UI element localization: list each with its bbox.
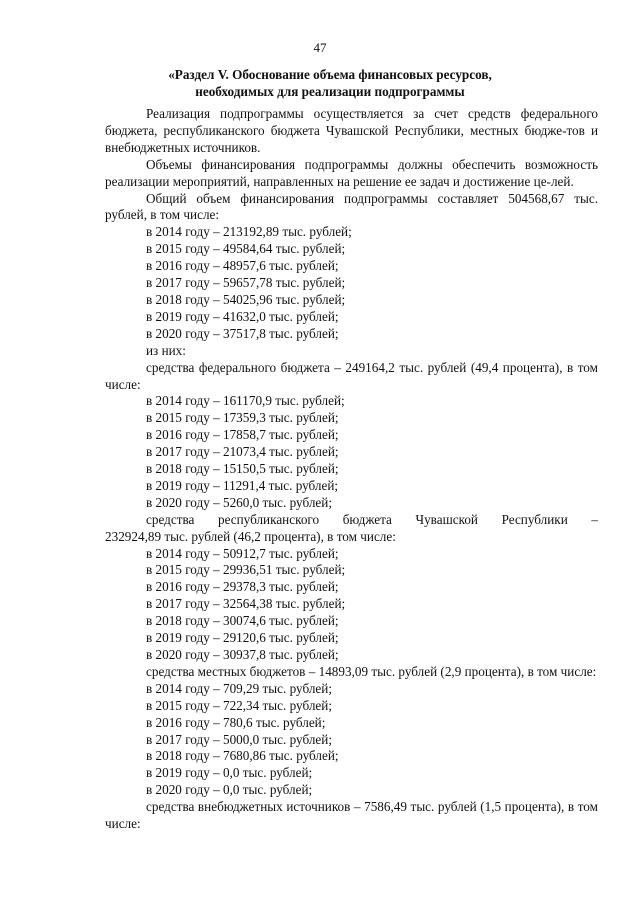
republican-year-2014: в 2014 году – 50912,7 тыс. рублей; <box>146 545 339 561</box>
total-year-2018: в 2018 году – 54025,96 тыс. рублей; <box>146 291 346 307</box>
total-year-2015: в 2015 году – 49584,64 тыс. рублей; <box>146 241 346 257</box>
federal-budget-heading: средства федерального бюджета – 249164,2 тыс. рублей (49,4 процента), в том числе: <box>105 359 598 392</box>
intro-paragraph-1: Реализация подпрограммы осуществляется за счет средств федерального бюджета, республиканского бюджета Чувашской Республики, местных бюдже-тов и внебюджетных источников. <box>105 106 598 155</box>
of-them-label: из них: <box>146 342 186 358</box>
republican-year-2015: в 2015 году – 29936,51 тыс. рублей; <box>146 562 346 578</box>
local-year-2016: в 2016 году – 780,6 тыс. рублей; <box>146 714 326 730</box>
intro-paragraph-2: Объемы финансирования подпрограммы должны обеспечить возможность реализации мероприятий, направленных на решение ее задач и достижение це-лей. <box>105 156 598 189</box>
section-title-line-2: необходимых для реализации подпрограммы <box>195 84 465 99</box>
total-year-2014: в 2014 году – 213192,89 тыс. рублей; <box>146 224 352 240</box>
local-year-2018: в 2018 году – 7680,86 тыс. рублей; <box>146 748 339 764</box>
section-title <box>100 66 560 100</box>
republican-budget-heading-line-2: 232924,89 тыс. рублей (46,2 процента), в том числе: <box>105 528 396 544</box>
local-year-2020: в 2020 году – 0,0 тыс. рублей; <box>146 782 313 798</box>
republican-heading-word: бюджета <box>342 511 392 527</box>
local-budget-heading: средства местных бюджетов – 14893,09 тыс. рублей (2,9 процента), в том числе: <box>146 663 597 679</box>
republican-year-2020: в 2020 году – 30937,8 тыс. рублей; <box>146 647 339 662</box>
federal-year-2020: в 2020 году – 5260,0 тыс. рублей; <box>146 494 332 510</box>
federal-year-2018: в 2018 году – 15150,5 тыс. рублей; <box>146 461 339 477</box>
total-funding-paragraph: Общий объем финансирования подпрограммы составляет 504568,67 тыс. рублей, в том числе: <box>105 190 598 223</box>
local-year-2019: в 2019 году – 0,0 тыс. рублей; <box>146 765 313 781</box>
federal-year-2014: в 2014 году – 161170,9 тыс. рублей; <box>146 393 345 409</box>
republican-year-2016: в 2016 году – 29378,3 тыс. рублей; <box>146 579 339 595</box>
total-year-2019: в 2019 году – 41632,0 тыс. рублей; <box>146 308 339 324</box>
federal-year-2016: в 2016 году – 17858,7 тыс. рублей; <box>146 427 339 443</box>
extrabudgetary-heading: средства внебюджетных источников – 7586,49 тыс. рублей (1,5 процента), в том числе: <box>105 799 598 832</box>
local-year-2014: в 2014 году – 709,29 тыс. рублей; <box>146 680 332 696</box>
republican-heading-word: средства <box>146 511 195 527</box>
republican-heading-word: Республики <box>501 511 568 527</box>
total-year-2020: в 2020 году – 37517,8 тыс. рублей; <box>146 325 339 341</box>
total-year-2016: в 2016 году – 48957,6 тыс. рублей; <box>146 258 339 274</box>
republican-budget-heading <box>105 512 598 529</box>
republican-year-2019: в 2019 году – 29120,6 тыс. рублей; <box>146 630 339 646</box>
republican-heading-word: – <box>591 511 598 527</box>
federal-year-2017: в 2017 году – 21073,4 тыс. рублей; <box>146 444 339 460</box>
federal-year-2019: в 2019 году – 11291,4 тыс. рублей; <box>146 477 339 493</box>
republican-year-2018: в 2018 году – 30074,6 тыс. рублей; <box>146 613 339 629</box>
federal-year-2015: в 2015 году – 17359,3 тыс. рублей; <box>146 410 339 426</box>
section-title-line-1: «Раздел V. Обоснование объема финансовых ресурсов, <box>168 67 492 82</box>
republican-heading-word: республиканского <box>217 511 320 527</box>
local-year-2015: в 2015 году – 722,34 тыс. рублей; <box>146 697 332 713</box>
document-body <box>105 106 598 833</box>
republican-heading-word: Чувашской <box>415 511 478 527</box>
total-year-2017: в 2017 году – 59657,78 тыс. рублей; <box>146 275 346 291</box>
local-year-2017: в 2017 году – 5000,0 тыс. рублей; <box>146 731 332 747</box>
republican-year-2017: в 2017 году – 32564,38 тыс. рублей; <box>146 596 346 612</box>
page-number: 47 <box>313 40 327 55</box>
